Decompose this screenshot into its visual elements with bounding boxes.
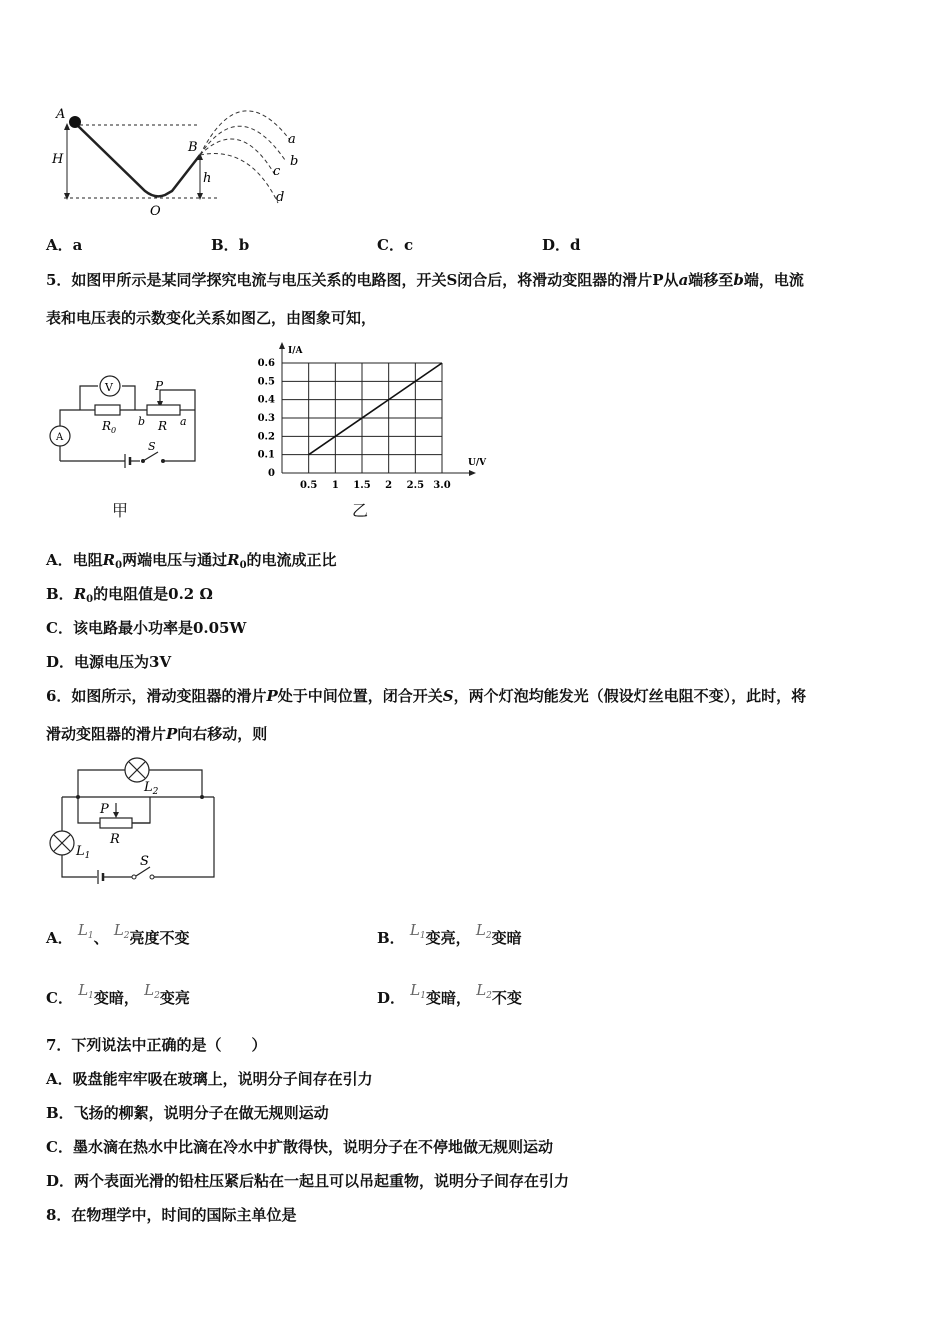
svg-text:P: P [155, 379, 164, 393]
x-tick-2: 1.5 [353, 480, 371, 491]
q7-option-b[interactable]: B．飞扬的柳絮，说明分子在做无规则运动 [46, 1104, 329, 1122]
q6-option-a[interactable]: A． $L_1$、 $L_2$亮度不变 [46, 921, 190, 947]
q4-option-d[interactable]: D．d [542, 236, 581, 254]
y-tick-1: 0.1 [257, 449, 275, 461]
q4-label-A: A [56, 107, 66, 122]
y-tick-2: 0.2 [257, 431, 275, 443]
q5-stem-line1: 5．如图甲所示是某同学探究电流与电压关系的电路图，开关S闭合后，将滑动变阻器的滑片P从a端移至b端，电流 [46, 271, 804, 289]
x-tick-0: 0.5 [299, 480, 318, 491]
q4-label-O: O [150, 204, 161, 219]
series-line-0 [309, 363, 442, 455]
q7-option-c[interactable]: C．墨水滴在热水中比滴在冷水中扩散得快，说明分子在不停地做无规则运动 [46, 1138, 553, 1156]
q6-stem-line2: 滑动变阻器的滑片P向右移动，则 [46, 725, 268, 743]
q4-label-h: h [203, 171, 212, 186]
q8-stem: 8．在物理学中，时间的国际主单位是 [46, 1206, 297, 1224]
svg-text:R: R [158, 419, 168, 433]
x-axis-arrow [469, 470, 476, 476]
y-tick-3: 0.3 [257, 413, 275, 424]
q5-option-d[interactable]: D．电源电压为3V [46, 653, 172, 671]
q4-label-H: H [52, 152, 64, 167]
svg-text:R0: $R_0$ [102, 419, 117, 435]
x-tick-1: 1 [331, 480, 339, 491]
y-tick-4: 0.4 [257, 394, 275, 406]
svg-text:L1: $L_1$ [76, 844, 91, 861]
x-axis-label: U/V [468, 458, 487, 468]
q7-stem: 7．下列说法中正确的是（ ） [46, 1036, 267, 1054]
q4-label-B: B [188, 140, 198, 155]
x-tick-4: 2.5 [406, 480, 425, 491]
x-tick-3: 2 [385, 480, 393, 491]
svg-text:b: b [138, 415, 146, 428]
q6-option-c[interactable]: C． $L_1$变暗， $L_2$变亮 [46, 981, 190, 1007]
q6-option-d[interactable]: D． $L_1$变暗， $L_2$不变 [377, 981, 522, 1007]
svg-text:A: A [56, 432, 64, 443]
q4-curve-c: c [273, 164, 281, 179]
q4-curve-b: b [290, 154, 299, 169]
ball [69, 116, 81, 128]
q5-caption-jia: 甲 [112, 501, 129, 520]
q4-option-b[interactable]: B．b [211, 236, 250, 254]
y-tick-0: 0 [268, 468, 275, 479]
q5-option-c[interactable]: C．该电路最小功率是0.05W [46, 619, 247, 637]
q5-option-b[interactable]: B．$R_0$的电阻值是0.2 Ω [46, 585, 213, 605]
x-tick-5: 3.0 [433, 480, 451, 491]
q6-stem-line1: 6．如图所示，滑动变阻器的滑片P处于中间位置，闭合开关S，两个灯泡均能发光（假设灯丝电阻不变），此时，将 [46, 687, 807, 705]
svg-text:V: V [105, 381, 113, 394]
q4-curve-a: a [288, 132, 296, 147]
y-axis-label: I/A [288, 346, 303, 356]
svg-text:L2: $L_2$ [144, 780, 159, 797]
y-tick-6: 0.6 [257, 358, 275, 369]
q6-circuit [40, 755, 230, 890]
y-tick-5: 0.5 [257, 376, 275, 388]
q4-figure [40, 95, 310, 220]
q4-curve-d: d [276, 190, 285, 205]
q7-option-a[interactable]: A．吸盘能牢牢吸在玻璃上，说明分子间存在引力 [46, 1070, 373, 1088]
svg-text:S: S [148, 440, 156, 453]
q7-option-d[interactable]: D．两个表面光滑的铅柱压紧后粘在一起且可以吊起重物，说明分子间存在引力 [46, 1172, 570, 1190]
q5-option-a[interactable]: A．电阻$R_0$两端电压与通过$R_0$的电流成正比 [46, 551, 337, 571]
q4-option-c[interactable]: C．c [377, 236, 414, 254]
q5-caption-yi: 乙 [352, 501, 369, 520]
q5-stem-line2: 表和电压表的示数变化关系如图乙，由图象可知， [46, 309, 377, 327]
q4-option-a[interactable]: A．a [46, 236, 83, 254]
q5-chart [250, 340, 487, 495]
svg-text:P: P [100, 802, 109, 817]
svg-text:S: S [140, 854, 149, 869]
q6-option-b[interactable]: B． $L_1$变亮， $L_2$变暗 [377, 921, 522, 947]
svg-text:R: R [110, 832, 120, 847]
svg-text:a: a [180, 415, 187, 428]
y-axis-arrow [279, 342, 285, 349]
q5-circuit-jia [40, 368, 210, 473]
